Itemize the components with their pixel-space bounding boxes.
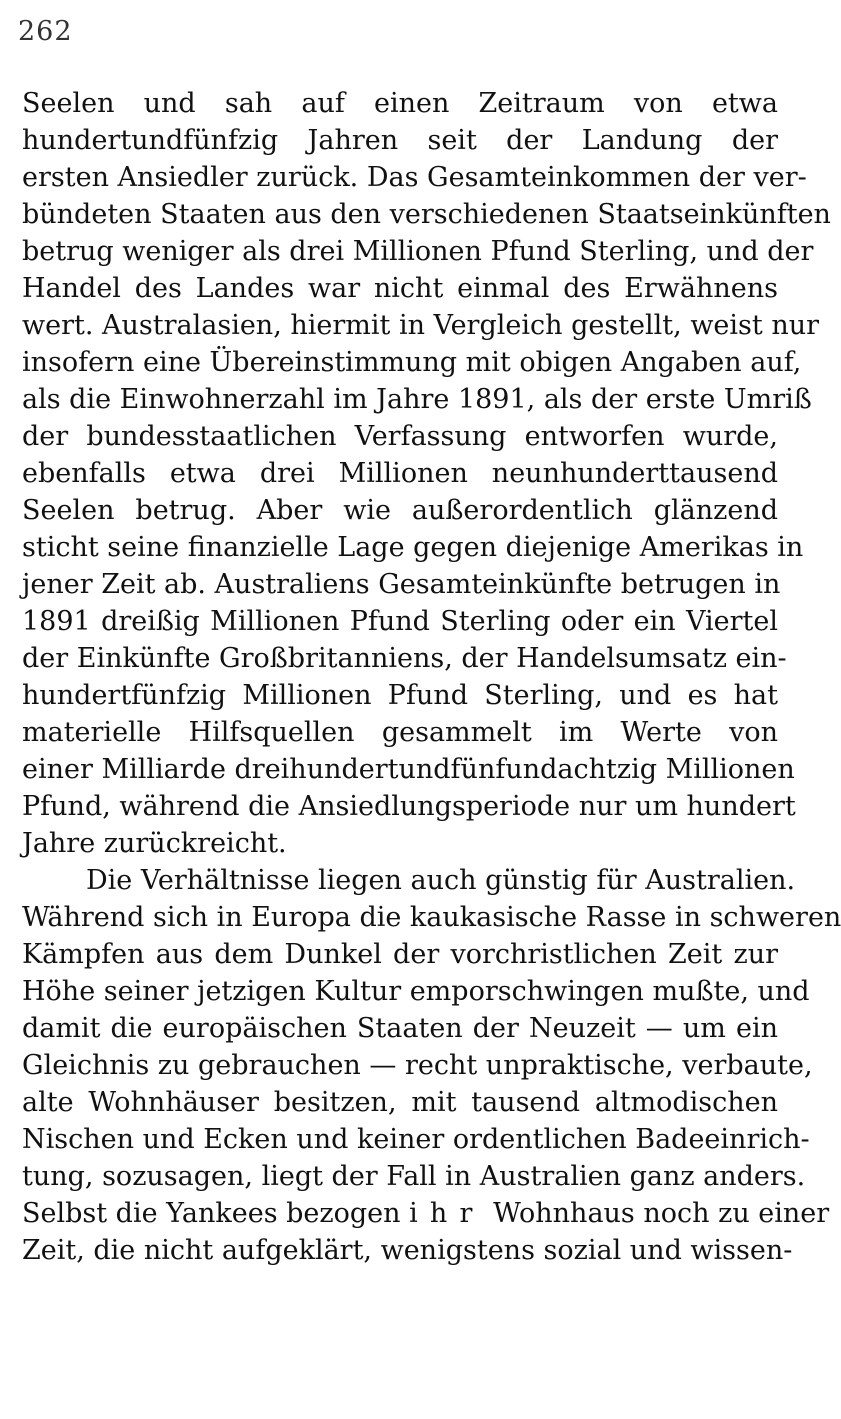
paragraph-2 bbox=[22, 862, 841, 1269]
line-segment: Selbst die Yankees bezogen bbox=[22, 1198, 410, 1229]
text-line: Handel des Landes war nicht einmal des Erwähnens bbox=[22, 273, 778, 304]
text-line: Kämpfen aus dem Dunkel der vorchristlichen Zeit zur bbox=[22, 939, 778, 970]
text-line: hundertfünfzig Millionen Pfund Sterling, und es hat bbox=[22, 680, 778, 711]
text-line: jener Zeit ab. Australiens Gesamteinkünfte betrugen in bbox=[22, 569, 781, 600]
text-line: Während sich in Europa die kaukasische Rasse in schweren bbox=[22, 902, 841, 933]
text-line: einer Milliarde dreihundertundfünfundachtzig Millionen bbox=[22, 754, 795, 785]
text-line: hundertundfünfzig Jahren seit der Landung der bbox=[22, 125, 778, 156]
text-line: Nischen und Ecken und keiner ordentlichen Badeeinrich- bbox=[22, 1124, 810, 1155]
text-line: ebenfalls etwa drei Millionen neunhunderttausend bbox=[22, 458, 778, 489]
text-line: ersten Ansiedler zurück. Das Gesamteinkommen der ver- bbox=[22, 162, 807, 193]
text-line: tung, sozusagen, liegt der Fall in Australien ganz anders. bbox=[22, 1161, 806, 1192]
text-line: materielle Hilfsquellen gesammelt im Werte von bbox=[22, 717, 778, 748]
text-line: wert. Australasien, hiermit in Vergleich gestellt, weist nur bbox=[22, 310, 820, 341]
text-line: alte Wohnhäuser besitzen, mit tausend altmodischen bbox=[22, 1087, 778, 1118]
body-text bbox=[22, 85, 841, 1269]
text-line: Jahre zurückreicht. bbox=[22, 828, 287, 859]
text-line: Höhe seiner jetzigen Kultur emporschwingen mußte, und bbox=[22, 976, 810, 1007]
text-line: 1891 dreißig Millionen Pfund Sterling oder ein Viertel bbox=[22, 606, 778, 637]
emphasized-word: ihr bbox=[409, 1198, 485, 1229]
text-line: Zeit, die nicht aufgeklärt, wenigstens sozial und wissen- bbox=[22, 1235, 793, 1266]
paragraph-1 bbox=[22, 85, 831, 862]
text-line: Pfund, während die Ansiedlungsperiode nur um hundert bbox=[22, 791, 796, 822]
text-line: bündeten Staaten aus den verschiedenen Staatseinkünften bbox=[22, 199, 831, 230]
text-line: der Einkünfte Großbritanniens, der Handelsumsatz ein- bbox=[22, 643, 787, 674]
text-line: sticht seine finanzielle Lage gegen diejenige Amerikas in bbox=[22, 532, 804, 563]
text-line: betrug weniger als drei Millionen Pfund Sterling, und der bbox=[22, 236, 814, 267]
page-number: 262 bbox=[18, 16, 73, 47]
text-line: der bundesstaatlichen Verfassung entworfen wurde, bbox=[22, 421, 778, 452]
text-line: Seelen und sah auf einen Zeitraum von etwa bbox=[22, 88, 778, 119]
text-line-emphasis bbox=[22, 1195, 830, 1232]
text-line: insofern eine Übereinstimmung mit obigen Angaben auf, bbox=[22, 347, 802, 378]
line-segment: Wohnhaus noch zu einer bbox=[484, 1198, 830, 1229]
text-line: als die Einwohnerzahl im Jahre 1891, als der erste Umriß bbox=[22, 384, 812, 415]
text-line: Gleichnis zu gebrauchen — recht unpraktische, verbaute, bbox=[22, 1050, 813, 1081]
text-line: Seelen betrug. Aber wie außerordentlich glänzend bbox=[22, 495, 778, 526]
text-line: damit die europäischen Staaten der Neuzeit — um ein bbox=[22, 1013, 778, 1044]
text-line: Die Verhältnisse liegen auch günstig für Australien. bbox=[86, 865, 796, 896]
